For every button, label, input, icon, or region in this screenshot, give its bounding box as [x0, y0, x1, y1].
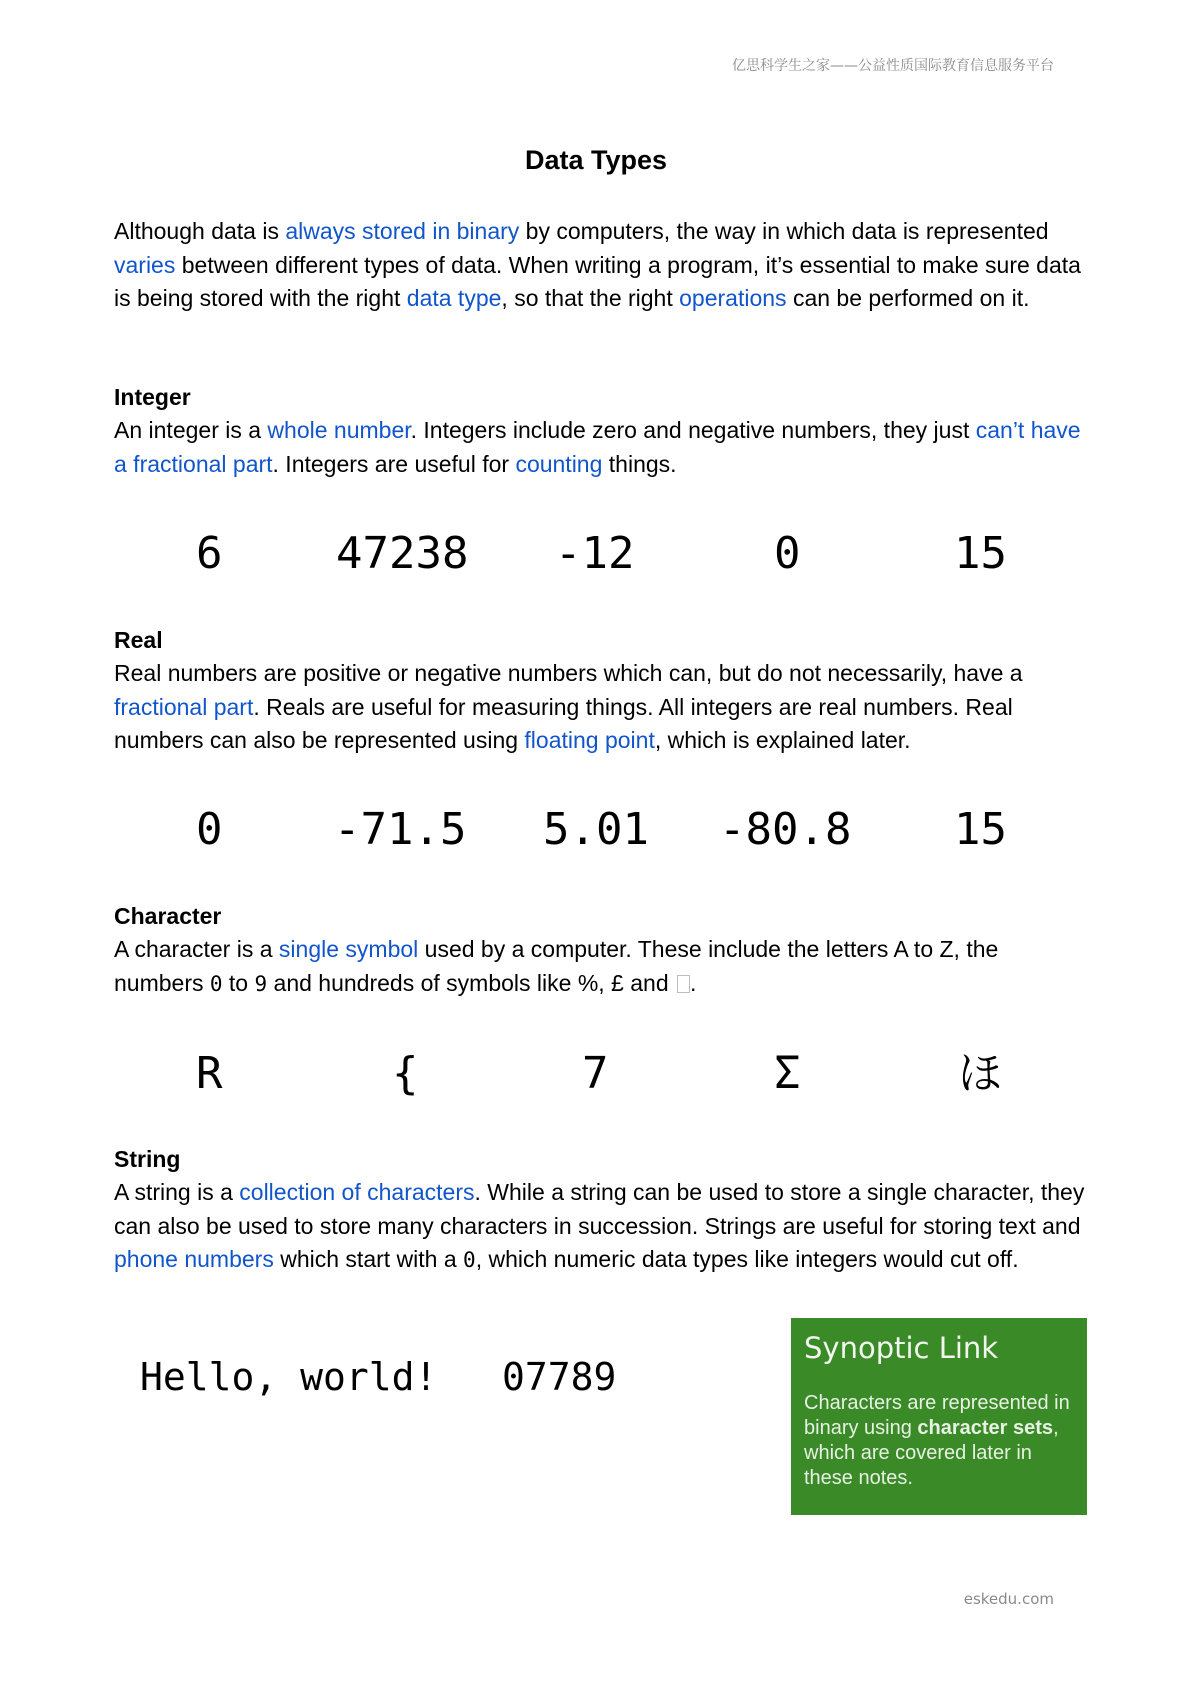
string-text-1: A string is a: [114, 1179, 240, 1205]
character-example: 7: [582, 1048, 609, 1099]
character-example: R: [196, 1048, 223, 1099]
string-text-3: which start with a: [273, 1246, 464, 1272]
intro-text-4: , so that the right: [501, 285, 680, 311]
link-always-stored-in-binary[interactable]: always stored in binary: [285, 218, 520, 244]
real-example: 5.01: [543, 804, 649, 855]
character-mono-zero: 0: [209, 971, 223, 996]
string-mono-zero: 0: [463, 1248, 476, 1272]
synoptic-link-box: [791, 1318, 1087, 1515]
character-text-3: to: [222, 969, 255, 996]
integer-example: 0: [774, 528, 801, 579]
string-paragraph: [114, 1176, 1094, 1278]
character-text-1: A character is a: [114, 936, 279, 962]
character-example: {: [392, 1048, 419, 1099]
synoptic-body: [804, 1391, 1074, 1491]
real-text-3: , which is explained later.: [654, 727, 911, 753]
link-cant-have-fractional-part[interactable]: can’t have a fractional part: [114, 417, 1081, 477]
synoptic-text-2: , which are covered later in these notes.: [804, 1417, 1059, 1489]
character-text-5: .: [690, 969, 697, 996]
integer-text-3: . Integers are useful for: [272, 450, 516, 477]
footer-watermark: eskedu.com: [963, 1590, 1054, 1608]
integer-text-2: . Integers include zero and negative numbers, they just: [410, 417, 976, 443]
real-example: 0: [196, 804, 223, 855]
missing-glyph-icon: [677, 975, 690, 993]
real-example: 15: [954, 804, 1007, 855]
link-varies[interactable]: varies: [114, 251, 176, 278]
intro-text-3: between different types of data. When writing a program, it’s essential to make sure data is being stored with the right: [114, 251, 1081, 311]
character-mono-nine: 9: [254, 971, 268, 996]
string-text-2: . While a string can be used to store a single character, they can also be used to store many characters in succession. Strings are useful for storing text and: [114, 1179, 1085, 1239]
integer-text-1: An integer is a: [114, 417, 268, 443]
character-heading: Character: [114, 903, 222, 929]
integer-text-4: things.: [602, 450, 677, 477]
real-heading: Real: [114, 627, 163, 653]
string-text-4: , which numeric data types like integers would cut off.: [475, 1246, 1019, 1272]
character-example: Σ: [774, 1048, 801, 1099]
real-text-1: Real numbers are positive or negative numbers which can, but do not necessarily, have a: [114, 660, 1023, 686]
character-text-4: and hundreds of symbols like %, £ and: [267, 969, 676, 996]
link-whole-number[interactable]: whole number: [267, 417, 411, 443]
synoptic-title: Synoptic Link: [804, 1331, 999, 1365]
character-example: ほ: [958, 1048, 1002, 1099]
real-text-2: . Reals are useful for measuring things. All integers are real numbers. Real numbers can also be represented using: [114, 693, 1013, 753]
link-floating-point[interactable]: floating point: [524, 727, 655, 753]
synoptic-text-1: Characters are represented in binary using: [804, 1392, 1070, 1439]
intro-text-1: Although data is: [114, 218, 286, 244]
intro-text-2: by computers, the way in which data is represented: [519, 218, 1049, 244]
integer-example: -12: [555, 528, 635, 579]
integer-example: 6: [196, 528, 223, 579]
link-collection-of-characters[interactable]: collection of characters: [239, 1179, 475, 1205]
link-fractional-part[interactable]: fractional part: [114, 693, 254, 720]
header-watermark: 亿思科学生之家——公益性质国际教育信息服务平台: [732, 58, 1054, 74]
link-single-symbol[interactable]: single symbol: [278, 936, 419, 962]
string-heading: String: [114, 1146, 181, 1172]
real-example: -80.8: [719, 804, 852, 855]
intro-paragraph: [114, 215, 1094, 316]
character-paragraph: [114, 933, 1094, 1001]
real-example: -71.5: [334, 804, 467, 855]
link-operations[interactable]: operations: [679, 285, 787, 311]
real-paragraph: [114, 657, 1094, 758]
integer-heading: Integer: [114, 384, 191, 410]
intro-text-5: can be performed on it.: [786, 285, 1030, 311]
integer-example: 47238: [336, 528, 469, 579]
string-example: Hello, world!: [140, 1355, 438, 1399]
string-example: 07789: [502, 1355, 617, 1399]
page-title: Data Types: [524, 145, 668, 175]
link-data-type[interactable]: data type: [406, 285, 502, 311]
character-text-2: used by a computer. These include the letters A to Z, the numbers: [114, 936, 999, 996]
integer-example: 15: [954, 528, 1007, 579]
link-phone-numbers[interactable]: phone numbers: [114, 1246, 274, 1272]
link-counting[interactable]: counting: [515, 450, 603, 477]
synoptic-bold-term: character sets: [917, 1417, 1054, 1439]
integer-paragraph: [114, 414, 1094, 481]
